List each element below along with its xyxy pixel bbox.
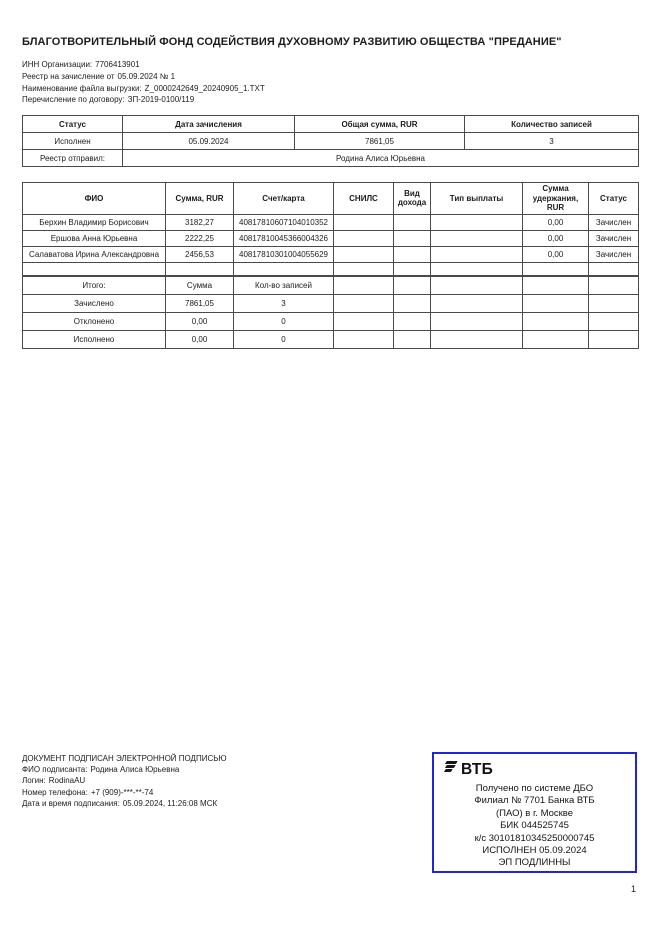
cell-status: Зачислен xyxy=(589,230,639,246)
signature-login xyxy=(22,775,227,786)
signature-label: Номер телефона: xyxy=(22,787,88,797)
table-row xyxy=(23,246,639,262)
empty-cell xyxy=(394,277,431,295)
summary-date: 05.09.2024 xyxy=(123,133,295,150)
stamp-line-bik: БИК 044525745 xyxy=(500,820,569,832)
summary-status: Исполнен xyxy=(23,133,123,150)
empty-cell xyxy=(523,295,589,313)
summary-header-row xyxy=(23,116,639,133)
stamp-line-corr-account: к/с 30101810345250000745 xyxy=(474,832,595,844)
totals-header-label: Итого: xyxy=(23,277,166,295)
empty-cell xyxy=(23,262,166,275)
summary-sender-row xyxy=(23,150,639,167)
vtb-logo xyxy=(444,761,635,779)
empty-cell xyxy=(589,277,639,295)
cell-snils xyxy=(334,214,394,230)
stamp-line-executed: ИСПОЛНЕН 05.09.2024 xyxy=(482,845,587,857)
empty-cell xyxy=(334,313,394,331)
empty-cell xyxy=(334,262,394,275)
summary-count: 3 xyxy=(465,133,639,150)
totals-table xyxy=(22,276,639,349)
sender-value: Родина Алиса Юрьевна xyxy=(123,150,639,167)
empty-cell xyxy=(394,262,431,275)
info-line-registry xyxy=(22,71,265,83)
totals-label: Исполнено xyxy=(23,331,166,349)
col-header-status: Статус xyxy=(589,183,639,215)
totals-header-row xyxy=(23,277,639,295)
empty-cell xyxy=(334,295,394,313)
cell-income-type xyxy=(394,214,431,230)
col-header-fio: ФИО xyxy=(23,183,166,215)
cell-income-type xyxy=(394,230,431,246)
signature-fio xyxy=(22,764,227,775)
cell-account: 40817810045366004326 xyxy=(234,230,334,246)
totals-row-rejected xyxy=(23,313,639,331)
totals-amount: 7861,05 xyxy=(166,295,234,313)
info-value: Z_0000242649_20240905_1.TXT xyxy=(144,83,265,93)
info-label: Наименование файла выгрузки: xyxy=(22,83,142,93)
summary-header-count: Количество записей xyxy=(465,116,639,133)
empty-cell xyxy=(431,277,523,295)
cell-snils xyxy=(334,246,394,262)
totals-count: 0 xyxy=(234,313,334,331)
info-label: Перечисление по договору: xyxy=(22,95,125,105)
empty-cell xyxy=(431,331,523,349)
signature-value: +7 (909)-***-**-74 xyxy=(90,787,154,797)
page-number: 1 xyxy=(630,884,636,894)
col-header-account: Счет/карта xyxy=(234,183,334,215)
cell-status: Зачислен xyxy=(589,214,639,230)
table-row xyxy=(23,230,639,246)
info-label: ИНН Организации: xyxy=(22,60,93,69)
col-header-payout-type: Тип выплаты xyxy=(431,183,523,215)
cell-payout-type xyxy=(431,230,523,246)
document-info xyxy=(22,59,265,106)
cell-fio: Ершова Анна Юрьевна xyxy=(23,230,166,246)
stamp-line-signature-valid: ЭП ПОДЛИННЫ xyxy=(498,857,571,869)
cell-fio: Берхин Владимир Борисович xyxy=(23,214,166,230)
stamp-line-city: (ПАО) в г. Москве xyxy=(495,807,574,819)
info-line-inn xyxy=(22,59,265,71)
signature-value: RodinaAU xyxy=(48,776,86,786)
summary-total: 7861,05 xyxy=(295,133,465,150)
vtb-logo-text: ВТБ xyxy=(461,761,494,778)
summary-header-total: Общая сумма, RUR xyxy=(295,116,465,133)
payments-header-row xyxy=(23,183,639,215)
totals-label: Зачислено xyxy=(23,295,166,313)
summary-table xyxy=(22,115,639,167)
info-line-filename xyxy=(22,83,265,95)
totals-amount: 0,00 xyxy=(166,313,234,331)
totals-count: 3 xyxy=(234,295,334,313)
empty-cell xyxy=(523,313,589,331)
signature-datetime xyxy=(22,798,227,809)
empty-cell xyxy=(394,313,431,331)
cell-fio: Салаватова Ирина Александровна xyxy=(23,246,166,262)
cell-amount: 2456,53 xyxy=(166,246,234,262)
empty-cell xyxy=(589,331,639,349)
table-row xyxy=(23,214,639,230)
empty-cell xyxy=(523,331,589,349)
signature-label: Логин: xyxy=(22,776,46,786)
empty-cell xyxy=(431,262,523,275)
empty-cell xyxy=(431,313,523,331)
summary-value-row xyxy=(23,133,639,150)
stamp-line-branch: Филиал № 7701 Банка ВТБ xyxy=(474,795,595,807)
cell-account: 40817810301004055629 xyxy=(234,246,334,262)
totals-header-amount: Сумма xyxy=(166,277,234,295)
totals-row-credited xyxy=(23,295,639,313)
col-header-snils: СНИЛС xyxy=(334,183,394,215)
cell-withheld: 0,00 xyxy=(523,214,589,230)
empty-cell xyxy=(589,295,639,313)
signature-title: ДОКУМЕНТ ПОДПИСАН ЭЛЕКТРОННОЙ ПОДПИСЬЮ xyxy=(22,754,227,763)
col-header-amount: Сумма, RUR xyxy=(166,183,234,215)
stamp-line-system: Получено по системе ДБО xyxy=(475,783,594,794)
signature-phone xyxy=(22,787,227,798)
cell-payout-type xyxy=(431,214,523,230)
vtb-bank-stamp xyxy=(432,752,637,873)
empty-cell xyxy=(166,262,234,275)
summary-header-status: Статус xyxy=(23,116,123,133)
empty-cell xyxy=(334,331,394,349)
info-value: 7706413901 xyxy=(95,60,140,69)
cell-snils xyxy=(334,230,394,246)
empty-cell xyxy=(394,331,431,349)
totals-row-executed xyxy=(23,331,639,349)
cell-payout-type xyxy=(431,246,523,262)
vtb-wing-icon xyxy=(444,761,457,773)
empty-cell xyxy=(589,262,639,275)
info-value: ЗП-2019-0100/119 xyxy=(127,95,195,105)
payments-table xyxy=(22,182,639,276)
cell-withheld: 0,00 xyxy=(523,246,589,262)
totals-count: 0 xyxy=(234,331,334,349)
info-value: 05.09.2024 № 1 xyxy=(117,71,176,81)
cell-income-type xyxy=(394,246,431,262)
sender-label: Реестр отправил: xyxy=(23,150,123,167)
empty-cell xyxy=(523,277,589,295)
empty-cell xyxy=(234,262,334,275)
col-header-income-type: Вид дохода xyxy=(394,183,431,215)
signature-value: Родина Алиса Юрьевна xyxy=(90,765,180,775)
empty-cell xyxy=(334,277,394,295)
document-title: БЛАГОТВОРИТЕЛЬНЫЙ ФОНД СОДЕЙСТВИЯ ДУХОВНОМУ РАЗВИТИЮ ОБЩЕСТВА "ПРЕДАНИЕ" xyxy=(22,36,562,48)
totals-header-count: Кол-во записей xyxy=(234,277,334,295)
empty-row xyxy=(23,262,639,275)
cell-account: 40817810607104010352 xyxy=(234,214,334,230)
signature-block xyxy=(22,753,227,809)
empty-cell xyxy=(431,295,523,313)
cell-amount: 3182,27 xyxy=(166,214,234,230)
empty-cell xyxy=(523,262,589,275)
empty-cell xyxy=(589,313,639,331)
cell-amount: 2222,25 xyxy=(166,230,234,246)
summary-header-date: Дата зачисления xyxy=(123,116,295,133)
totals-amount: 0,00 xyxy=(166,331,234,349)
stamp-text xyxy=(434,783,635,870)
info-label: Реестр на зачисление от xyxy=(22,71,115,81)
signature-label: Дата и время подписания: xyxy=(22,798,120,808)
empty-cell xyxy=(394,295,431,313)
cell-withheld: 0,00 xyxy=(523,230,589,246)
col-header-withheld: Сумма удержания, RUR xyxy=(523,183,589,215)
info-line-contract xyxy=(22,94,265,106)
signature-value: 05.09.2024, 11:26:08 МСК xyxy=(122,798,218,808)
cell-status: Зачислен xyxy=(589,246,639,262)
totals-label: Отклонено xyxy=(23,313,166,331)
signature-label: ФИО подписанта: xyxy=(22,765,88,775)
